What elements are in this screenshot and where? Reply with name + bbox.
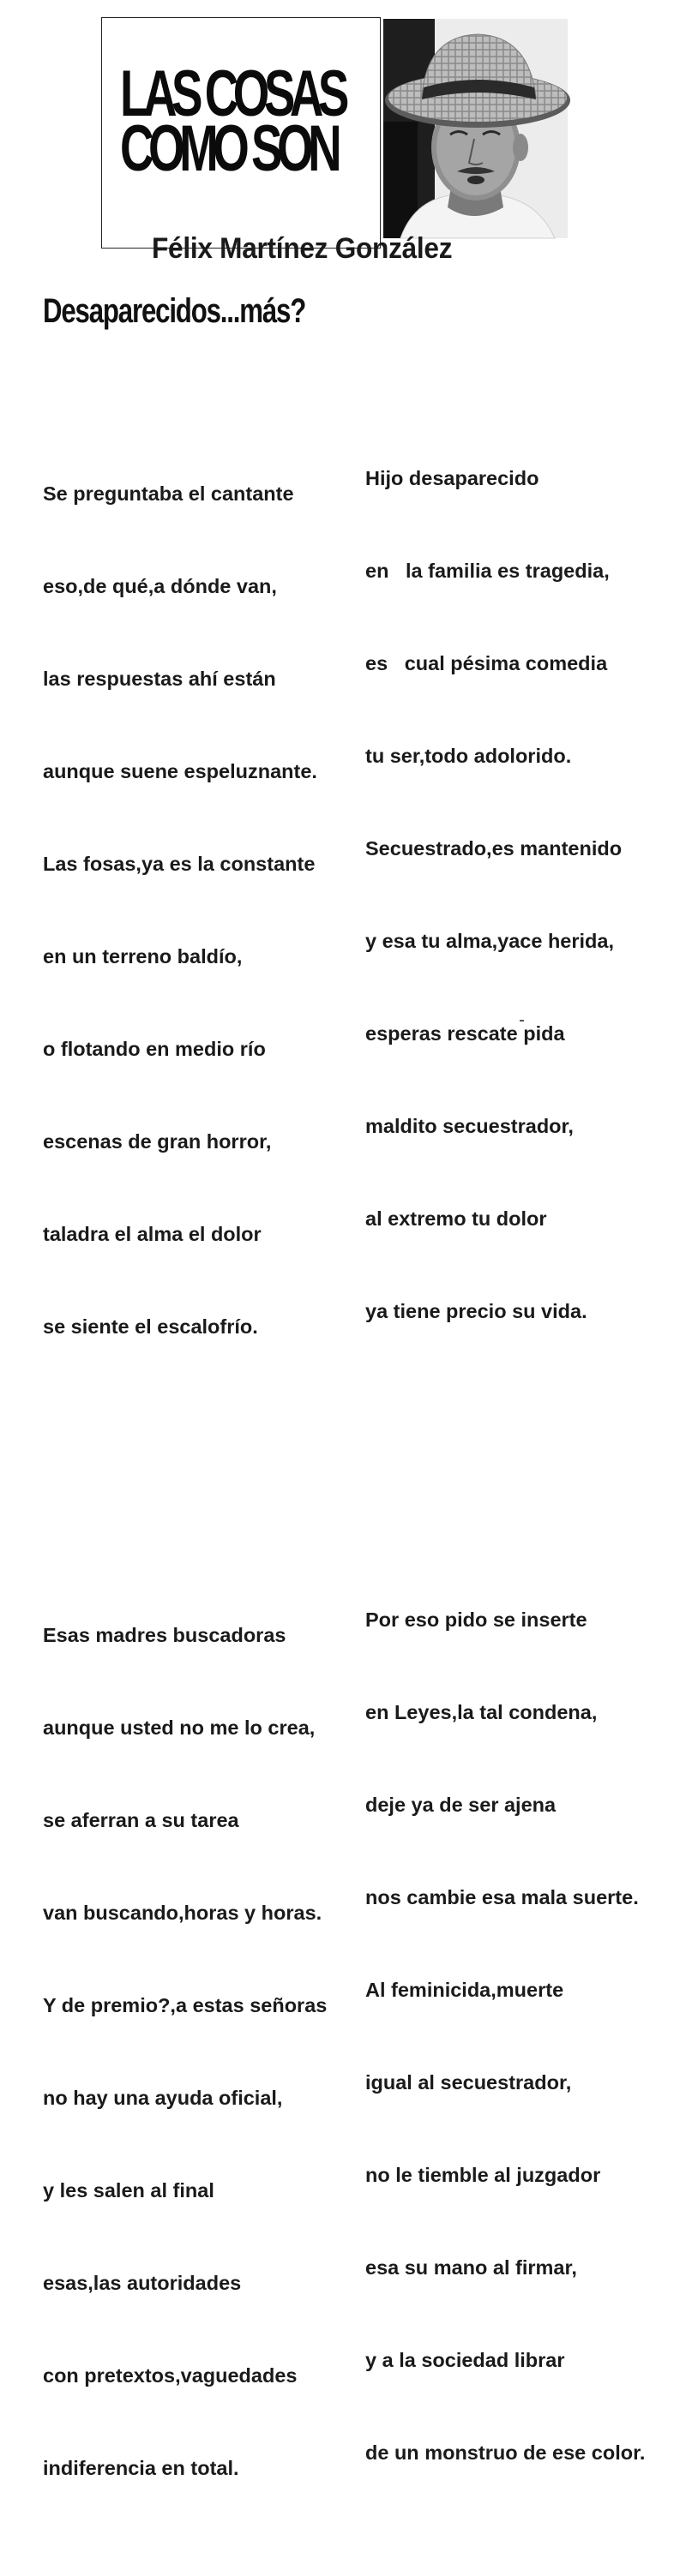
poem-column-left: [43, 355, 327, 2576]
author-portrait-image: [383, 19, 568, 238]
verse-line: en un terreno baldío,: [43, 945, 243, 967]
verse-line: es cual pésima comedia: [365, 652, 608, 674]
verse-line: Se preguntaba el cantante: [43, 482, 294, 505]
stanza-gap: [365, 1450, 645, 1481]
verse-line: con pretextos,vaguedades: [43, 2364, 298, 2387]
verse-line: no le tiemble al juzgador: [365, 2164, 601, 2186]
verse-line: Las fosas,ya es la constante: [43, 853, 316, 875]
author-name: Félix Martínez González: [152, 232, 453, 265]
stanza-2: [43, 1558, 327, 2545]
verse-line: maldito secuestrador,: [365, 1115, 574, 1137]
verse-line: ya tiene precio su vida.: [365, 1300, 587, 1322]
verse-line: escenas de gran horror,: [43, 1130, 272, 1153]
verse-line: Por eso pido se inserte: [365, 1609, 587, 1631]
verse-line: y esa tu alma,yace herida,: [365, 930, 614, 952]
stanza-1: [43, 416, 327, 1404]
author-portrait: [383, 19, 568, 238]
verse-line: indiferencia en total.: [43, 2457, 239, 2479]
verse-line: esas,las autoridades: [43, 2272, 242, 2294]
verse-line: tu ser,todo adolorido.: [365, 745, 572, 767]
verse-line: eso,de qué,a dónde van,: [43, 575, 277, 597]
verse-line: se aferran a su tarea: [43, 1809, 239, 1831]
verse-line: Esas madres buscadoras: [43, 1624, 286, 1646]
verse-line: esa su mano al firmar,: [365, 2256, 577, 2279]
poem-column-right: [365, 339, 645, 2561]
verse-line: aunque usted no me lo crea,: [43, 1716, 316, 1739]
verse-line: Hijo desaparecido: [365, 467, 539, 489]
verse-line: y les salen al final: [43, 2179, 214, 2202]
verse-line: en la familia es tragedia,: [365, 560, 610, 582]
verse-line: no hay una ayuda oficial,: [43, 2087, 283, 2109]
verse-line: nos cambie esa mala suerte.: [365, 1886, 639, 1908]
verse-line: aunque suene espeluznante.: [43, 760, 317, 782]
column-title: [120, 57, 344, 185]
verse-line: taladra el alma el dolor: [43, 1223, 262, 1245]
stanza-gap: [43, 1465, 327, 1496]
verse-line: se siente el escalofrío.: [43, 1315, 258, 1338]
stanza-3: [365, 401, 645, 1388]
verse-line: al extremo tu dolor: [365, 1207, 547, 1230]
stanza-4: [365, 1543, 645, 2530]
verse-line: esperas rescate pida: [365, 1022, 565, 1045]
verse-line: Y de premio?,a estas señoras: [43, 1994, 328, 2016]
header-rule: [101, 248, 144, 249]
verse-line: deje ya de ser ajena: [365, 1794, 557, 1816]
verse-line: Secuestrado,es mantenido: [365, 837, 623, 860]
verse-line: en Leyes,la tal condena,: [365, 1701, 598, 1723]
poem-title: Desaparecidos...más?: [43, 292, 306, 330]
verse-line: igual al secuestrador,: [365, 2071, 572, 2094]
footer-mark: [520, 1020, 524, 1021]
verse-line: van buscando,horas y horas.: [43, 1902, 322, 1924]
verse-line: y a la sociedad librar: [365, 2349, 565, 2371]
verse-line: Al feminicida,muerte: [365, 1979, 564, 2001]
column-title-line-1: LAS COSAS: [120, 57, 344, 130]
verse-line: de un monstruo de ese color.: [365, 2441, 646, 2464]
column-title-line-2: COMO SON: [120, 112, 337, 185]
verse-line: las respuestas ahí están: [43, 668, 276, 690]
verse-line: o flotando en medio río: [43, 1038, 266, 1060]
